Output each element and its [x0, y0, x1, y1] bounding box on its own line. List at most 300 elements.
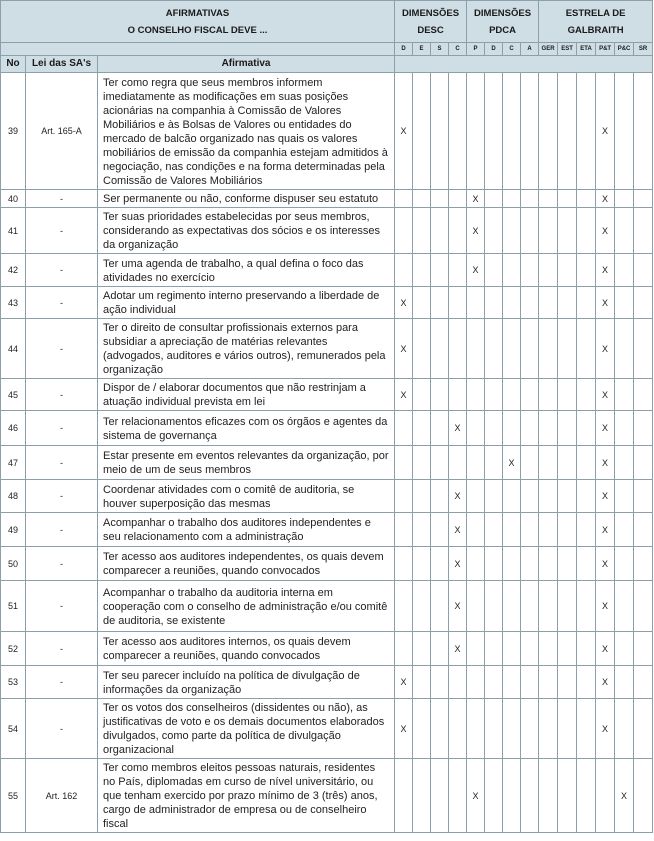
row-mark-cell — [521, 759, 539, 833]
row-mark-cell — [558, 581, 577, 632]
row-mark-cell — [558, 411, 577, 446]
table-row — [1, 666, 653, 699]
row-lei: - — [26, 190, 98, 208]
row-lei: - — [26, 480, 98, 513]
row-mark-cell — [485, 513, 503, 547]
row-mark-cell: X — [395, 73, 413, 190]
row-mark-cell — [558, 190, 577, 208]
group-desc-line1: DIMENSÕES — [402, 7, 460, 19]
row-lei: Art. 165-A — [26, 73, 98, 190]
row-mark-cell — [521, 319, 539, 379]
row-mark-cell — [577, 319, 596, 379]
row-mark-cell — [431, 666, 449, 699]
table-row — [1, 190, 653, 208]
row-mark-cell — [485, 446, 503, 480]
group-header-pdca — [467, 1, 539, 43]
row-mark-cell — [634, 319, 653, 379]
row-mark-cell — [521, 379, 539, 411]
row-number: 51 — [1, 581, 26, 632]
row-mark-cell — [615, 379, 634, 411]
row-mark-cell — [485, 208, 503, 254]
row-mark-cell — [558, 632, 577, 666]
row-mark-cell: X — [395, 287, 413, 319]
row-mark-cell — [413, 190, 431, 208]
table-body — [1, 73, 653, 833]
row-mark-cell — [449, 254, 467, 287]
row-mark-cell — [634, 379, 653, 411]
row-mark-cell — [485, 379, 503, 411]
row-mark-cell: X — [395, 379, 413, 411]
row-mark-cell — [577, 411, 596, 446]
row-mark-cell: X — [395, 319, 413, 379]
row-mark-cell — [634, 73, 653, 190]
row-mark-cell — [467, 581, 485, 632]
row-mark-cell: X — [449, 547, 467, 581]
row-mark-cell — [431, 480, 449, 513]
row-mark-cell — [431, 190, 449, 208]
row-mark-cell — [577, 379, 596, 411]
row-mark-cell — [395, 513, 413, 547]
row-mark-cell — [521, 254, 539, 287]
subcol-s: S — [431, 43, 449, 56]
row-mark-cell: X — [596, 190, 615, 208]
row-mark-cell: X — [596, 699, 615, 759]
row-mark-cell — [558, 446, 577, 480]
row-mark-cell — [558, 379, 577, 411]
table-row — [1, 73, 653, 190]
group-pdca-line1: DIMENSÕES — [474, 7, 532, 19]
row-mark-cell — [413, 632, 431, 666]
row-mark-cell — [431, 73, 449, 190]
row-number: 47 — [1, 446, 26, 480]
row-mark-cell — [449, 287, 467, 319]
row-mark-cell: X — [449, 581, 467, 632]
row-mark-cell — [615, 446, 634, 480]
table-row — [1, 632, 653, 666]
row-mark-cell — [413, 208, 431, 254]
row-mark-cell — [634, 446, 653, 480]
row-lei: - — [26, 581, 98, 632]
row-mark-cell — [634, 759, 653, 833]
row-lei: Art. 162 — [26, 759, 98, 833]
col-lei-header: Lei das SA's — [26, 56, 98, 73]
subcol-pc: P&C — [615, 43, 634, 56]
row-mark-cell — [395, 190, 413, 208]
row-mark-cell — [558, 666, 577, 699]
row-mark-cell — [634, 254, 653, 287]
row-mark-cell — [615, 319, 634, 379]
row-mark-cell — [521, 287, 539, 319]
row-lei: - — [26, 379, 98, 411]
row-mark-cell — [413, 547, 431, 581]
row-mark-cell — [467, 287, 485, 319]
row-mark-cell — [413, 319, 431, 379]
row-afirmativa: Ter acesso aos auditores internos, os quais devem comparecer a reuniões, quando convocados — [98, 632, 395, 666]
row-mark-cell: X — [449, 411, 467, 446]
table-row — [1, 581, 653, 632]
row-mark-cell — [467, 480, 485, 513]
row-mark-cell — [521, 208, 539, 254]
row-mark-cell — [577, 480, 596, 513]
row-number: 40 — [1, 190, 26, 208]
row-number: 53 — [1, 666, 26, 699]
row-mark-cell — [577, 666, 596, 699]
row-mark-cell — [615, 73, 634, 190]
row-mark-cell — [634, 547, 653, 581]
row-mark-cell — [413, 699, 431, 759]
subcol-pdca-d: D — [485, 43, 503, 56]
row-mark-cell — [431, 547, 449, 581]
row-mark-cell — [539, 287, 558, 319]
table-row — [1, 379, 653, 411]
row-lei: - — [26, 254, 98, 287]
row-number: 44 — [1, 319, 26, 379]
row-mark-cell — [503, 254, 521, 287]
row-mark-cell — [503, 513, 521, 547]
row-afirmativa: Adotar um regimento interno preservando a liberdade de ação individual — [98, 287, 395, 319]
subcol-est: EST — [558, 43, 577, 56]
row-mark-cell — [615, 632, 634, 666]
subcol-d: D — [395, 43, 413, 56]
row-mark-cell: X — [596, 547, 615, 581]
row-mark-cell — [503, 287, 521, 319]
row-lei: - — [26, 547, 98, 581]
row-mark-cell — [577, 208, 596, 254]
row-afirmativa: Ter como regra que seus membros informem imediatamente as modificações em suas posições acionárias na companhia à Comissão de Valores Mobiliários e às Bolsas de Valores ou entidades do mercado de balcão organizado nas quais os valores mobiliários de emissão da companhia estejam admitidos à negociação, nas condições e na forma determinadas pela Comissão de Valores Mobiliários — [98, 73, 395, 190]
row-mark-cell — [485, 319, 503, 379]
row-mark-cell: X — [596, 254, 615, 287]
row-mark-cell — [539, 411, 558, 446]
subcol-pt: P&T — [596, 43, 615, 56]
header-spacer — [1, 43, 395, 56]
row-lei: - — [26, 632, 98, 666]
row-mark-cell — [539, 759, 558, 833]
row-mark-cell — [521, 581, 539, 632]
row-number: 52 — [1, 632, 26, 666]
row-mark-cell — [413, 513, 431, 547]
row-mark-cell — [485, 699, 503, 759]
row-mark-cell — [521, 666, 539, 699]
row-mark-cell — [596, 759, 615, 833]
row-mark-cell — [539, 446, 558, 480]
row-mark-cell: X — [596, 319, 615, 379]
table-row — [1, 480, 653, 513]
row-mark-cell — [577, 759, 596, 833]
row-mark-cell — [577, 287, 596, 319]
row-mark-cell: X — [596, 446, 615, 480]
row-mark-cell: X — [615, 759, 634, 833]
row-afirmativa: Dispor de / elaborar documentos que não restrinjam a atuação individual prevista em lei — [98, 379, 395, 411]
row-mark-cell — [431, 446, 449, 480]
row-mark-cell — [431, 254, 449, 287]
row-number: 42 — [1, 254, 26, 287]
row-mark-cell — [467, 513, 485, 547]
row-mark-cell: X — [596, 480, 615, 513]
row-mark-cell — [431, 287, 449, 319]
row-mark-cell — [485, 411, 503, 446]
row-mark-cell — [521, 190, 539, 208]
row-mark-cell — [413, 73, 431, 190]
row-lei: - — [26, 411, 98, 446]
row-mark-cell: X — [596, 73, 615, 190]
row-mark-cell — [449, 319, 467, 379]
row-mark-cell — [577, 73, 596, 190]
row-mark-cell — [503, 666, 521, 699]
row-mark-cell — [467, 547, 485, 581]
row-mark-cell — [467, 632, 485, 666]
subcol-c: C — [449, 43, 467, 56]
row-afirmativa: Coordenar atividades com o comitê de auditoria, se houver superposição das mesmas — [98, 480, 395, 513]
row-mark-cell — [539, 208, 558, 254]
marks-header-spacer — [395, 56, 653, 73]
row-mark-cell — [521, 699, 539, 759]
row-mark-cell — [467, 73, 485, 190]
row-number: 45 — [1, 379, 26, 411]
subcol-ger: GER — [539, 43, 558, 56]
row-mark-cell — [503, 581, 521, 632]
row-mark-cell — [634, 513, 653, 547]
row-mark-cell — [558, 699, 577, 759]
row-mark-cell — [558, 759, 577, 833]
row-mark-cell — [634, 632, 653, 666]
row-mark-cell — [539, 254, 558, 287]
row-mark-cell — [449, 379, 467, 411]
row-afirmativa: Ter o direito de consultar profissionais externos para subsidiar a apreciação de matérias relevantes (advogados, auditores e vários outros), remunerados pela organização — [98, 319, 395, 379]
row-mark-cell — [634, 208, 653, 254]
row-mark-cell — [413, 379, 431, 411]
row-mark-cell: X — [596, 581, 615, 632]
row-mark-cell: X — [395, 666, 413, 699]
row-mark-cell — [521, 513, 539, 547]
row-mark-cell — [577, 190, 596, 208]
row-mark-cell — [577, 581, 596, 632]
row-mark-cell — [503, 379, 521, 411]
row-mark-cell — [395, 411, 413, 446]
row-mark-cell — [539, 632, 558, 666]
afirmativas-subtitle: O CONSELHO FISCAL DEVE ... — [127, 24, 268, 36]
row-lei: - — [26, 513, 98, 547]
row-mark-cell — [413, 254, 431, 287]
table-row — [1, 759, 653, 833]
row-mark-cell — [395, 547, 413, 581]
row-mark-cell — [615, 287, 634, 319]
row-mark-cell — [577, 254, 596, 287]
row-mark-cell — [615, 699, 634, 759]
row-number: 46 — [1, 411, 26, 446]
group-desc-line2: DESC — [417, 24, 444, 36]
row-mark-cell: X — [467, 208, 485, 254]
row-mark-cell — [449, 699, 467, 759]
row-mark-cell — [558, 254, 577, 287]
row-mark-cell — [485, 480, 503, 513]
row-afirmativa: Ter como membros eleitos pessoas naturais, residentes no País, diplomadas em curso de nível universitário, ou que tenham exercido por prazo mínimo de 3 (três) anos, cargo de administrador de empresa ou de conselheiro fiscal — [98, 759, 395, 833]
row-mark-cell — [634, 581, 653, 632]
row-mark-cell — [503, 480, 521, 513]
subcol-pdca-c: C — [503, 43, 521, 56]
row-lei: - — [26, 208, 98, 254]
table-row — [1, 446, 653, 480]
row-mark-cell — [539, 547, 558, 581]
row-mark-cell — [449, 208, 467, 254]
row-mark-cell — [503, 699, 521, 759]
row-mark-cell: X — [596, 632, 615, 666]
row-mark-cell — [413, 759, 431, 833]
row-afirmativa: Acompanhar o trabalho da auditoria interna em cooperação com o conselho de administração e/ou comitê de auditoria, se existente — [98, 581, 395, 632]
row-mark-cell — [467, 666, 485, 699]
afirmativas-header — [1, 1, 395, 43]
row-afirmativa: Ter uma agenda de trabalho, a qual defina o foco das atividades no exercício — [98, 254, 395, 287]
row-mark-cell — [539, 379, 558, 411]
row-mark-cell — [558, 547, 577, 581]
row-mark-cell — [577, 699, 596, 759]
row-mark-cell — [431, 632, 449, 666]
row-mark-cell — [634, 699, 653, 759]
row-mark-cell: X — [596, 513, 615, 547]
col-afirmativa-header: Afirmativa — [98, 56, 395, 73]
row-afirmativa: Ser permanente ou não, conforme dispuser seu estatuto — [98, 190, 395, 208]
row-mark-cell — [395, 480, 413, 513]
row-mark-cell — [558, 319, 577, 379]
row-mark-cell — [539, 319, 558, 379]
row-afirmativa: Ter os votos dos conselheiros (dissidentes ou não), as justificativas de voto e os demais documentos elaborados divulgados, como parte da política de divulgação organizacional — [98, 699, 395, 759]
row-mark-cell — [521, 446, 539, 480]
row-mark-cell — [413, 581, 431, 632]
row-afirmativa: Ter seu parecer incluído na política de divulgação de informações da organização — [98, 666, 395, 699]
row-mark-cell — [634, 480, 653, 513]
row-mark-cell — [558, 480, 577, 513]
table-row — [1, 411, 653, 446]
row-mark-cell — [467, 699, 485, 759]
row-mark-cell — [634, 411, 653, 446]
col-no-header: No — [1, 56, 26, 73]
row-mark-cell — [577, 513, 596, 547]
row-mark-cell — [634, 666, 653, 699]
afirmativas-title: AFIRMATIVAS — [165, 7, 230, 19]
row-number: 49 — [1, 513, 26, 547]
row-mark-cell: X — [596, 666, 615, 699]
subcol-p: P — [467, 43, 485, 56]
subcol-eta: ETA — [577, 43, 596, 56]
table-row — [1, 287, 653, 319]
row-lei: - — [26, 666, 98, 699]
row-mark-cell — [413, 411, 431, 446]
row-mark-cell — [615, 581, 634, 632]
row-afirmativa: Acompanhar o trabalho dos auditores independentes e seu relacionamento com a administração — [98, 513, 395, 547]
row-mark-cell: X — [467, 254, 485, 287]
row-lei: - — [26, 446, 98, 480]
row-mark-cell — [634, 190, 653, 208]
row-mark-cell — [539, 581, 558, 632]
row-mark-cell — [449, 446, 467, 480]
row-mark-cell — [395, 208, 413, 254]
row-mark-cell — [485, 254, 503, 287]
row-mark-cell — [615, 666, 634, 699]
row-number: 54 — [1, 699, 26, 759]
table-row — [1, 513, 653, 547]
row-mark-cell: X — [467, 759, 485, 833]
row-mark-cell — [615, 190, 634, 208]
row-mark-cell — [449, 759, 467, 833]
table-header — [1, 1, 653, 73]
row-afirmativa: Ter relacionamentos eficazes com os órgãos e agentes da sistema de governança — [98, 411, 395, 446]
row-number: 50 — [1, 547, 26, 581]
row-mark-cell — [485, 759, 503, 833]
row-mark-cell — [431, 699, 449, 759]
row-afirmativa: Ter suas prioridades estabelecidas por seus membros, considerando as expectativas dos sócios e os interesses da organização — [98, 208, 395, 254]
row-mark-cell — [485, 666, 503, 699]
row-afirmativa: Estar presente em eventos relevantes da organização, por meio de um de seus membros — [98, 446, 395, 480]
row-mark-cell — [431, 581, 449, 632]
row-mark-cell — [521, 411, 539, 446]
row-mark-cell — [449, 73, 467, 190]
row-mark-cell — [467, 411, 485, 446]
row-mark-cell — [467, 379, 485, 411]
row-mark-cell: X — [395, 699, 413, 759]
row-mark-cell — [467, 319, 485, 379]
subcol-e: E — [413, 43, 431, 56]
row-mark-cell — [558, 208, 577, 254]
row-mark-cell: X — [596, 208, 615, 254]
row-afirmativa: Ter acesso aos auditores independentes, os quais devem comparecer a reuniões, quando convocados — [98, 547, 395, 581]
row-mark-cell — [485, 190, 503, 208]
row-mark-cell — [615, 208, 634, 254]
row-mark-cell — [395, 632, 413, 666]
row-mark-cell — [521, 480, 539, 513]
row-mark-cell: X — [467, 190, 485, 208]
row-mark-cell — [503, 208, 521, 254]
row-mark-cell — [615, 480, 634, 513]
row-mark-cell — [558, 287, 577, 319]
row-number: 55 — [1, 759, 26, 833]
row-mark-cell — [413, 446, 431, 480]
row-mark-cell — [395, 581, 413, 632]
row-mark-cell — [615, 547, 634, 581]
group-galbraith-line2: GALBRAITH — [567, 24, 624, 36]
row-mark-cell — [634, 287, 653, 319]
group-galbraith-line1: ESTRELA DE — [565, 7, 626, 19]
subcol-sr: SR — [634, 43, 653, 56]
row-lei: - — [26, 287, 98, 319]
row-mark-cell: X — [449, 513, 467, 547]
row-mark-cell — [539, 73, 558, 190]
row-mark-cell — [485, 547, 503, 581]
row-mark-cell — [503, 759, 521, 833]
row-mark-cell — [558, 513, 577, 547]
row-mark-cell — [395, 446, 413, 480]
row-mark-cell — [615, 411, 634, 446]
row-mark-cell — [503, 632, 521, 666]
row-mark-cell — [539, 513, 558, 547]
row-mark-cell — [431, 379, 449, 411]
row-mark-cell: X — [596, 379, 615, 411]
row-mark-cell — [521, 73, 539, 190]
row-mark-cell — [615, 254, 634, 287]
row-mark-cell — [431, 513, 449, 547]
row-mark-cell — [413, 666, 431, 699]
row-mark-cell — [467, 446, 485, 480]
row-number: 43 — [1, 287, 26, 319]
row-number: 41 — [1, 208, 26, 254]
row-mark-cell — [431, 759, 449, 833]
row-mark-cell: X — [449, 632, 467, 666]
row-mark-cell — [503, 319, 521, 379]
row-mark-cell — [577, 446, 596, 480]
row-mark-cell — [395, 759, 413, 833]
row-mark-cell — [485, 73, 503, 190]
table-row — [1, 254, 653, 287]
table-row — [1, 547, 653, 581]
row-mark-cell — [503, 190, 521, 208]
